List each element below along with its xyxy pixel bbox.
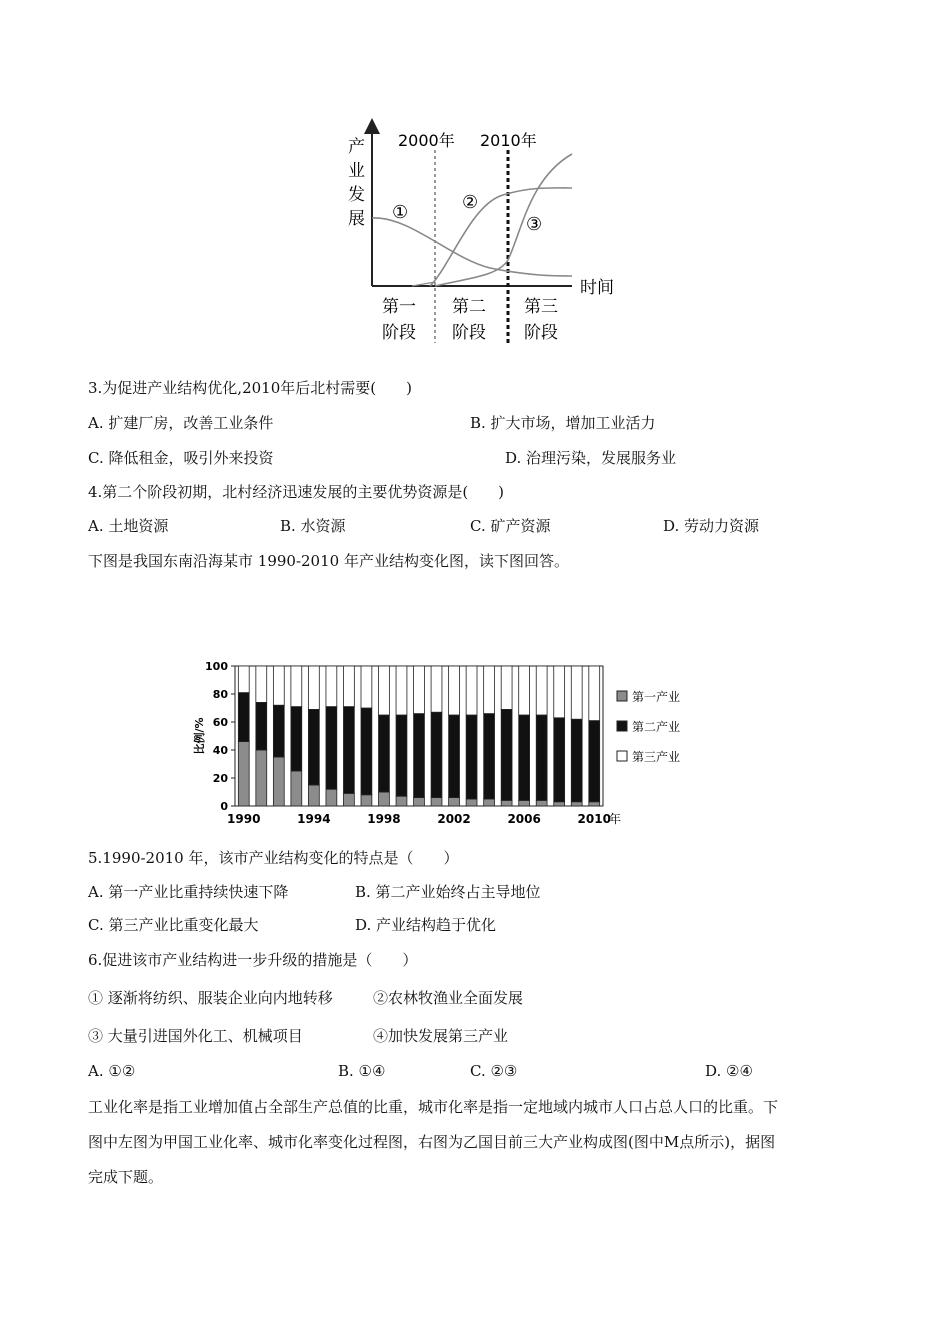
bar-segment [484,666,495,714]
bar-segment [449,798,460,806]
bar-segment [308,709,319,785]
bar-segment [554,802,565,806]
ylabel-char: 展 [348,209,365,229]
bar-segment [414,798,425,806]
bar-segment [308,785,319,806]
q3-option-a[interactable]: A. 扩建厂房，改善工业条件 [88,414,274,432]
marker-2000-label: 2000年 [398,131,455,150]
bar-segment [449,715,460,798]
q4-option-a[interactable]: A. 土地资源 [88,517,169,535]
bar-segment [379,666,390,715]
y-axis-label: 比例/% [193,717,206,755]
bar-segment [501,800,512,806]
y-tick-label: 0 [220,800,228,813]
bar-segment [273,666,284,705]
bar-segment [466,715,477,799]
x-axis-label: 年 [609,812,622,826]
bar-segment [256,750,267,806]
bar-segment [326,666,337,707]
bar-segment [361,795,372,806]
intro3-line2: 图中左图为甲国工业化率、城市化率变化过程图，右图为乙国目前三大产业构成图(图中M点所示)，据图 [88,1133,776,1151]
chart-bars [238,666,599,806]
bar-segment [326,707,337,790]
marker-2010-label: 2010年 [480,131,537,150]
bar-segment [291,707,302,771]
q6-item-1: ① 逐渐将纺织、服装企业向内地转移 [88,989,333,1007]
x-tick-label: 2006 [507,812,541,826]
bar-segment [379,715,390,792]
bar-segment [449,666,460,715]
bar-segment [431,666,442,712]
bar-segment [431,798,442,806]
q5-option-c[interactable]: C. 第三产业比重变化最大 [88,916,259,934]
bar-segment [343,793,354,806]
bar-segment [536,666,547,715]
bar-segment [501,666,512,709]
x-tick-label: 1990 [227,812,261,826]
legend-label: 第一产业 [632,690,681,704]
bar-segment [396,796,407,806]
bar-segment [466,666,477,715]
ylabel-char: 产 [348,137,365,157]
q6-option-d[interactable]: D. ②④ [705,1062,753,1080]
q4-option-c[interactable]: C. 矿产资源 [470,517,551,535]
bar-segment [273,757,284,806]
bar-segment [308,666,319,709]
legend-label: 第二产业 [632,720,681,734]
industry-development-figure [340,118,640,356]
chart-legend [617,689,680,764]
intro3-line1: 工业化率是指工业增加值占全部生产总值的比重，城市化率是指一定地域内城市人口占总人口的比重。下 [88,1098,779,1116]
intro3-line3: 完成下题。 [88,1168,164,1186]
curve-3 [435,154,572,286]
curve-2-label: ② [462,192,479,213]
bar-segment [361,666,372,708]
stage-1-top: 第一 [382,297,416,317]
bar-segment [291,771,302,806]
bar-segment [256,702,267,750]
bar-segment [256,666,267,702]
stage-3-bottom: 阶段 [524,323,558,343]
bar-segment [466,799,477,806]
x-tick-label: 2010 [577,812,611,826]
bar-segment [414,666,425,714]
x-tick-label: 1994 [297,812,331,826]
curve-1-label: ① [392,202,409,223]
stage-1-bottom: 阶段 [382,323,416,343]
bar-segment [519,715,530,800]
x-tick-label: 1998 [367,812,401,826]
q5-option-d[interactable]: D. 产业结构趋于优化 [355,916,497,934]
q6-stem: 6.促进该市产业结构进一步升级的措施是（ ） [88,951,418,969]
industry-structure-chart [185,653,705,833]
y-tick-label: 60 [212,716,228,729]
q5-option-b[interactable]: B. 第二产业始终占主导地位 [355,883,541,901]
legend-swatch [617,721,627,731]
bar-segment [589,802,600,806]
q5-stem: 5.1990-2010 年，该市产业结构变化的特点是（ ） [88,849,459,867]
bar-segment [343,666,354,707]
bar-segment [536,715,547,800]
bar-segment [554,718,565,802]
bar-segment [484,799,495,806]
q3-option-d[interactable]: D. 治理污染，发展服务业 [505,449,677,467]
q4-stem: 4.第二个阶段初期，北村经济迅速发展的主要优势资源是( ) [88,483,505,501]
bar-segment [414,714,425,798]
bar-segment [343,707,354,794]
q4-option-d[interactable]: D. 劳动力资源 [663,517,760,535]
bar-segment [379,792,390,806]
xlabel: 时间 [580,278,614,298]
curve-2 [430,188,572,286]
q3-option-c[interactable]: C. 降低租金，吸引外来投资 [88,449,274,467]
bar-segment [431,712,442,797]
q6-item-3: ③ 大量引进国外化工、机械项目 [88,1027,303,1045]
x-tick-label: 2002 [437,812,471,826]
curve-3-label: ③ [526,214,543,235]
bar-segment [501,709,512,800]
q4-option-b[interactable]: B. 水资源 [280,517,346,535]
ylabel-char: 业 [348,161,365,181]
bar-segment [589,666,600,721]
bar-segment [571,802,582,806]
bar-segment [484,714,495,799]
legend-swatch [617,691,627,701]
stage-2-bottom: 阶段 [452,323,486,343]
q6-item-4: ④加快发展第三产业 [373,1027,509,1045]
bar-segment [238,742,249,806]
y-tick-label: 80 [212,688,228,701]
y-tick-label: 100 [205,660,228,673]
bar-segment [361,708,372,795]
bar-segment [536,800,547,806]
bar-segment [396,666,407,715]
q6-item-2: ②农林牧渔业全面发展 [373,989,524,1007]
legend-label: 第三产业 [632,750,681,764]
stage-3-top: 第三 [524,297,558,317]
q3-stem: 3.为促进产业结构优化,2010年后北村需要( ) [88,379,412,397]
bar-segment [291,666,302,707]
legend-swatch [617,751,627,761]
q6-option-c[interactable]: C. ②③ [470,1062,518,1080]
y-tick-label: 20 [212,772,228,785]
bar-segment [571,719,582,802]
q6-option-a[interactable]: A. ①② [88,1062,136,1080]
intro-figure2: 下图是我国东南沿海某市 1990-2010 年产业结构变化图，读下图回答。 [88,552,569,570]
bar-segment [238,693,249,742]
bar-segment [326,789,337,806]
q5-option-a[interactable]: A. 第一产业比重持续快速下降 [88,883,289,901]
bar-segment [396,715,407,796]
q6-option-b[interactable]: B. ①④ [338,1062,386,1080]
bar-segment [554,666,565,718]
bar-segment [273,705,284,757]
y-tick-label: 40 [212,744,228,757]
bar-segment [519,800,530,806]
bar-segment [589,721,600,802]
stage-2-top: 第二 [452,297,486,317]
bar-segment [519,666,530,715]
bar-segment [571,666,582,719]
ylabel-char: 发 [348,185,365,205]
bar-segment [238,666,249,693]
q3-option-b[interactable]: B. 扩大市场，增加工业活力 [470,414,656,432]
